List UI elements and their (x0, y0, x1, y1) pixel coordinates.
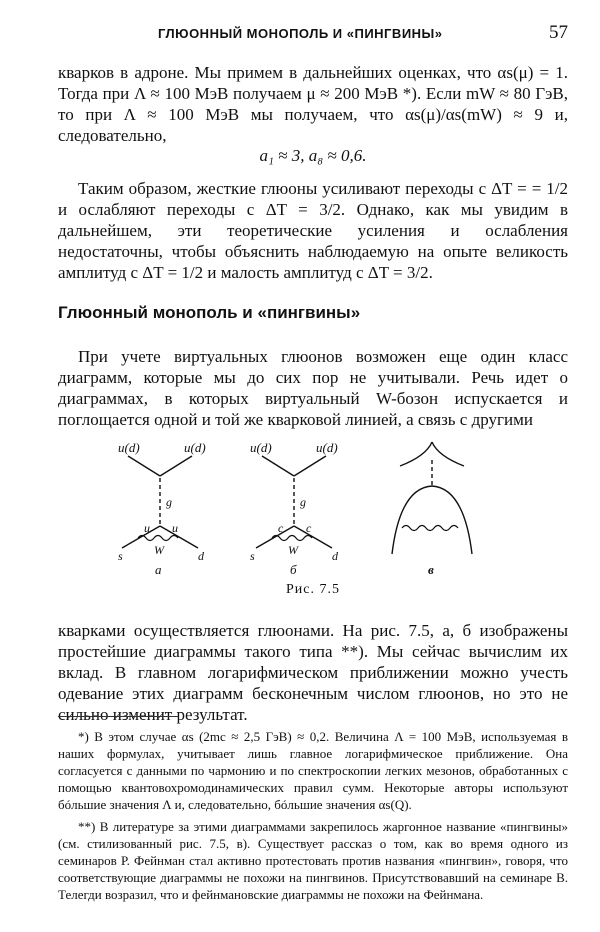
diagram-b-label-quark-right: c (306, 521, 312, 535)
paragraph-4: кварками осуществляется глюонами. На рис. 7.5, а, б изображены простейшие диаграммы такого типа **). Мы сейчас вычислим их вклад. В главном логарифмическом приближении можно учесть одевание этих диаграмм бесконечным числом глюонов, но это не сильно изменит результат. (58, 621, 568, 724)
diagram-c-body (392, 486, 472, 554)
footnote-1: *) В этом случае αs (2mc ≈ 2,5 ГэВ) ≈ 0,2. Величина Λ = 100 МэВ, используемая в наших формулах, учитывает лишь главное логарифмическое приближение. Она согласуется с данными по чармонию и по спектроскопии легких мезонов, обработанных с помощью квантовохромодинамических правил сумм. Некоторые авторы используют бóльшие значения Λ и, следовательно, бóльшие значения αs(Q). (58, 729, 568, 812)
diagram-b-quark-line-right (294, 456, 326, 476)
penguin-diagrams-svg (110, 436, 490, 586)
running-header (58, 22, 568, 46)
diagram-c-head-right (432, 442, 464, 466)
paragraph-3: При учете виртуальных глюонов возможен еще один класс диаграмм, которые мы до сих пор не учитывали. Речь идет о диаграммах, в которых виртуальный W-бозон испускается и поглощается одной и той же кварковой линией, а связь с другими (58, 347, 568, 429)
diagram-a-label-top-right: u(d) (184, 440, 206, 455)
diagram-a-label-d: d (198, 549, 204, 563)
diagram-b (250, 440, 339, 577)
diagram-a-label-quark-left: u (144, 521, 150, 535)
diagram-c (392, 442, 472, 577)
section-title: Глюонный монополь и «пингвины» (58, 303, 361, 322)
diagram-b-label-gluon: g (300, 495, 306, 509)
footnote-2: **) В литературе за этими диаграммами закрепилось жаргонное название «пингвины» (см. стилизованный рис. 7.5, в). Существует рассказ о том, как во время одного из семинаров Р. Фейнман стал активно протестовать против названия «пингвин», говоря, что соответствующие диаграммы не похожи на пингвинов. Присутствовавший на семинаре В. Телегди возразил, что и фейнмановские диаграммы не похожи на Фейнмана. (58, 819, 568, 902)
paragraph-2: Таким образом, жесткие глюоны усиливают переходы с ΔT = = 1/2 и ослабляют переходы с ΔT = 3/2. Однако, как мы увидим в дальнейшем, эти теоретические усиления и ослабления недостаточны, чтобы объяснить наблюдаемую на опыте великость амплитуд с ΔT = 1/2 и малость амплитуд с ΔT = 3/2. (58, 179, 568, 282)
diagram-b-label-s: s (250, 549, 255, 563)
diagram-b-label-w: W (288, 543, 298, 557)
diagram-a-loop-right (160, 526, 198, 548)
diagram-a-label-quark-right: u (172, 521, 178, 535)
diagram-b-w-line (272, 536, 312, 541)
diagram-b-loop-right (294, 526, 332, 548)
figure-caption: Рис. 7.5 (286, 582, 340, 597)
diagram-a-label-w: W (154, 543, 164, 557)
diagram-a-quark-line-right (160, 456, 192, 476)
diagram-a-quark-line-left (128, 456, 160, 476)
diagram-b-quark-line-left (262, 456, 294, 476)
diagram-a (118, 440, 206, 577)
figure-7-5 (110, 436, 490, 586)
running-title: ГЛЮОННЫЙ МОНОПОЛЬ И «ПИНГВИНЫ» (158, 26, 443, 41)
footnote-rule (58, 716, 178, 717)
diagram-c-letter: в (428, 562, 434, 577)
diagram-a-w-line (138, 536, 178, 541)
diagram-a-label-gluon: g (166, 495, 172, 509)
diagram-b-label-top-left: u(d) (250, 440, 272, 455)
diagram-a-label-s: s (118, 549, 123, 563)
diagram-b-letter: б (290, 562, 297, 577)
diagram-a-label-top-left: u(d) (118, 440, 140, 455)
paragraph-1: кварков в адроне. Мы примем в дальнейших оценках, что αs(μ) = 1. Тогда при Λ ≈ 100 МэВ получаем μ ≈ 200 МэВ *). Если mW ≈ 80 ГэВ, то при Λ ≈ 100 МэВ мы получаем, что αs(μ)/αs(mW) ≈ 9 и, следовательно, (58, 63, 568, 145)
page-number: 57 (549, 22, 568, 43)
formula-a1-a8: a₁ ≈ 3, a₈ ≈ 0,6. (259, 146, 367, 165)
diagram-b-label-top-right: u(d) (316, 440, 338, 455)
diagram-b-label-d: d (332, 549, 338, 563)
diagram-c-w-line (402, 526, 458, 531)
diagram-b-label-quark-left: c (278, 521, 284, 535)
diagram-a-letter: а (155, 562, 162, 577)
diagram-c-head-left (400, 442, 432, 466)
